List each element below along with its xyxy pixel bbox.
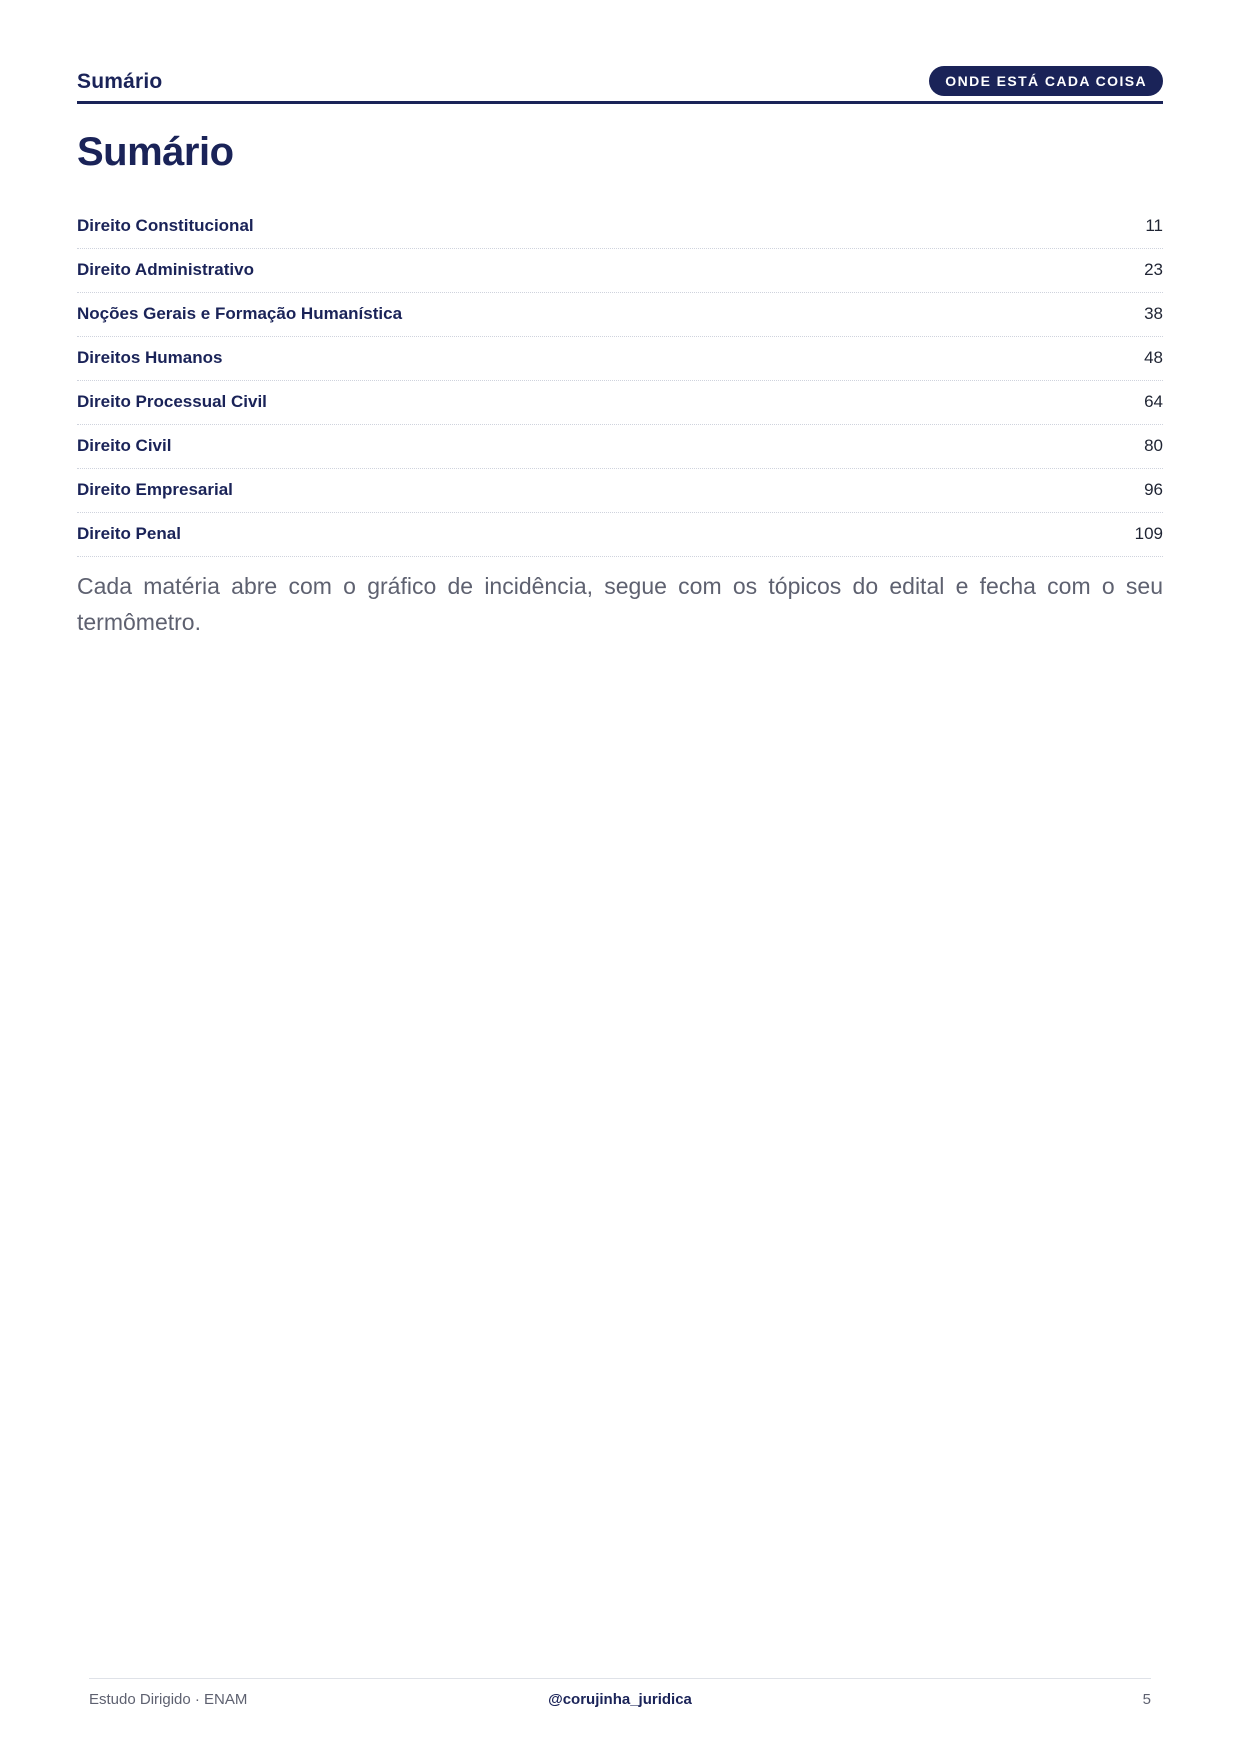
toc-entry-direito-empresarial[interactable] [77,469,1163,513]
toc-entry-page: 64 [1144,392,1163,411]
toc-entry-page: 38 [1144,304,1163,323]
toc-entry-page: 11 [1145,216,1163,235]
page-number: 5 [1142,1691,1151,1708]
section-badge: ONDE ESTÁ CADA COISA [929,66,1163,96]
footer-divider [89,1678,1151,1679]
toc-entry-direitos-humanos[interactable] [77,337,1163,381]
toc-entry-label: Direito Empresarial [77,480,233,499]
toc-entry-page: 109 [1134,524,1163,543]
page-title: Sumário [77,130,234,174]
toc-entry-page: 96 [1144,480,1163,499]
footer-handle: @corujinha_juridica [548,1691,692,1708]
toc-entry-label: Direito Civil [77,436,172,455]
toc-entry-direito-administrativo[interactable] [77,249,1163,293]
toc-entry-label: Direito Administrativo [77,260,254,279]
toc-entry-nocoes-gerais[interactable] [77,293,1163,337]
toc-entry-label: Direito Processual Civil [77,392,267,411]
toc-entry-page: 80 [1144,436,1163,455]
running-title: Sumário [77,70,163,93]
toc-entry-page: 48 [1144,348,1163,367]
toc-entry-direito-civil[interactable] [77,425,1163,469]
toc-entry-direito-penal[interactable] [77,513,1163,557]
table-of-contents [77,205,1163,557]
toc-entry-direito-processual-civil[interactable] [77,381,1163,425]
running-header [77,64,1163,100]
toc-entry-direito-constitucional[interactable] [77,205,1163,249]
toc-entry-label: Direito Penal [77,524,181,543]
footer-document-title: Estudo Dirigido · ENAM [89,1691,248,1708]
toc-entry-page: 23 [1144,260,1163,279]
toc-entry-label: Noções Gerais e Formação Humanística [77,304,403,323]
intro-paragraph: Cada matéria abre com o gráfico de incidência, segue com os tópicos do edital e fecha com o seu termômetro. [77,573,1163,635]
header-divider [77,101,1163,104]
toc-entry-label: Direito Constitucional [77,216,254,235]
toc-entry-label: Direitos Humanos [77,348,223,367]
